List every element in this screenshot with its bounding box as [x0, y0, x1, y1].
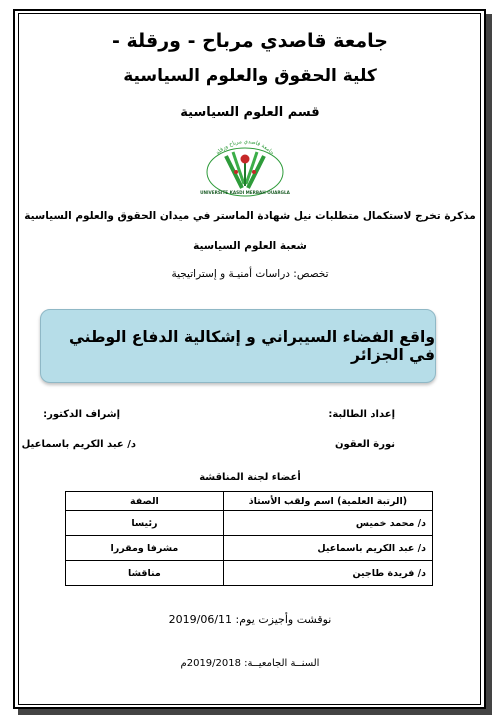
prepared-by-label: إعداد الطالبة:	[328, 409, 395, 420]
header-name-cell: (الرتبة العلمية) اسم ولقب الأستاذ	[223, 492, 432, 511]
table-row	[66, 536, 433, 561]
branch-label: شعبة العلوم السياسية	[193, 240, 307, 252]
committee-table	[65, 491, 433, 586]
member-role: مناقشا	[66, 561, 224, 586]
faculty-name: كلية الحقوق والعلوم السياسية	[123, 66, 377, 86]
page-shadow-bottom	[18, 709, 492, 715]
member-name: د/ فريدة طاجين	[223, 561, 432, 586]
supervisor-name: د/ عبد الكريم باسماعيل	[21, 439, 136, 450]
table-header-row	[66, 492, 433, 511]
department-name: قسم العلوم السياسية	[180, 105, 320, 120]
thesis-title-box	[40, 309, 436, 383]
student-name: نورة العقون	[335, 439, 395, 450]
committee-title: أعضاء لجنة المناقشة	[199, 472, 301, 483]
member-name: د/ عبد الكريم باسماعيل	[223, 536, 432, 561]
member-role: مشرفا ومقررا	[66, 536, 224, 561]
logo-text-top: جامعة قاصدي مرباح ورقلة	[215, 138, 275, 157]
member-role: رئيسا	[66, 511, 224, 536]
specialization-label: تخصص: دراسات أمنيـة و إستراتيجية	[171, 268, 329, 280]
supervisor-label: إشراف الدكتور:	[43, 409, 120, 420]
defense-date: نوقشت وأجيزت يوم: 2019/06/11	[168, 613, 332, 626]
thesis-title: واقع الفضاء السيبراني و إشكالية الدفاع الوطني في الجزائر	[68, 328, 435, 364]
academic-year: السنــة الجامعيــة: 2019/2018م	[180, 658, 320, 669]
logo-text-bottom: UNIVERSITE KASDI MERBAH OUARGLA	[200, 190, 290, 195]
university-logo-icon	[196, 132, 294, 198]
member-name: د/ محمد خميس	[223, 511, 432, 536]
table-row	[66, 511, 433, 536]
university-name: جامعة قاصدي مرباح - ورقلة -	[111, 30, 389, 52]
table-row	[66, 561, 433, 586]
memo-statement: مذكرة تخرج لاستكمال متطلبات نيل شهادة الماستر في ميدان الحقوق والعلوم السياسية	[24, 210, 476, 222]
header-role-cell: الصفة	[66, 492, 224, 511]
